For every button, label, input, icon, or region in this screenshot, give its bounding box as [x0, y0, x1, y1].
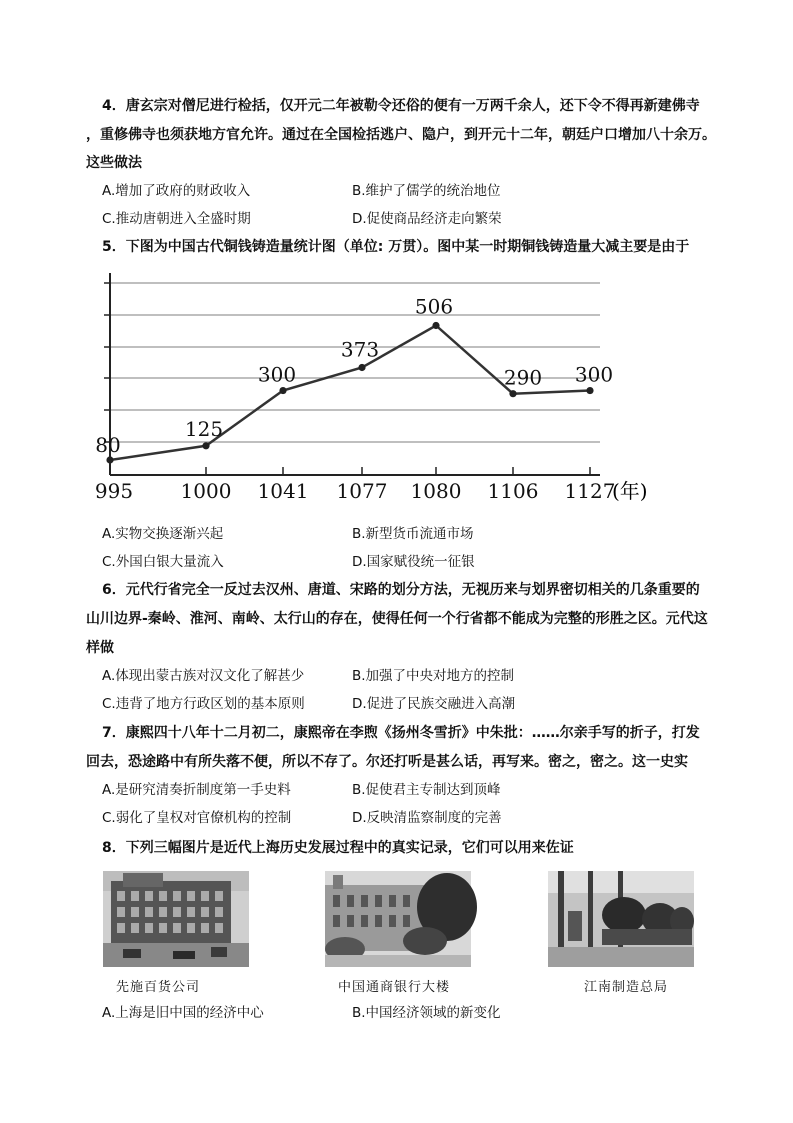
sincere-department-store-photo — [103, 871, 249, 967]
q7-stem-line2: 回去，恐途路中有所失落不便，所以不存了。尔还打听是甚么话，再写来。密之，密之。这一史实 — [86, 754, 688, 770]
data-label-1041: 300 — [257, 362, 297, 387]
q4-stem-line2: ，重修佛寺也须获地方官允许。通过在全国检括逃户、隐户，到开元十二年，朝廷户口增加八十余万。 — [86, 127, 716, 143]
caption-sincere-department-store: 先施百货公司 — [116, 980, 201, 995]
q6-stem-line1: 6．元代行省完全一反过去汉州、唐道、宋路的划分方法，无视历来与划界密切相关的几条重要的 — [102, 582, 700, 598]
q4-option-d: D.促使商品经济走向繁荣 — [352, 211, 502, 227]
x-tick-label-1106: 1106 — [487, 479, 539, 503]
x-tick-label-1041: 1041 — [257, 479, 309, 503]
q5-stem-line1: 5．下图为中国古代铜钱铸造量统计图（单位: 万贯）。图中某一时期铜钱铸造量大减主要是由于 — [102, 239, 690, 255]
chart-grid — [104, 283, 600, 442]
q5-option-a: A.实物交换逐渐兴起 — [102, 526, 224, 542]
q6-option-c: C.违背了地方行政区划的基本原则 — [102, 696, 305, 712]
jiangnan-arsenal-photo — [548, 871, 694, 967]
data-point-1077 — [358, 364, 365, 371]
data-label-1106: 290 — [503, 365, 543, 390]
q6-option-b: B.加强了中央对地方的控制 — [352, 668, 515, 684]
data-label-1080: 506 — [414, 294, 454, 319]
x-tick-label-1127: 1127 — [564, 479, 616, 503]
q7-option-c: C.弱化了皇权对官僚机构的控制 — [102, 810, 292, 826]
q5-option-c: C.外国白银大量流入 — [102, 554, 224, 570]
data-label-995: 80 — [95, 433, 121, 457]
q6-stem-line3: 样做 — [86, 640, 114, 656]
q6-option-a: A.体现出蒙古族对汉文化了解甚少 — [102, 668, 305, 684]
data-point-1106 — [509, 390, 516, 397]
q8-option-b: B.中国经济领域的新变化 — [352, 1005, 501, 1021]
commercial-bank-building-photo — [325, 871, 471, 967]
q8-stem-line1: 8．下列三幅图片是近代上海历史发展过程中的真实记录，它们可以用来佐证 — [102, 840, 574, 856]
q4-option-b: B.维护了儒学的统治地位 — [352, 183, 501, 199]
q4-option-a: A.增加了政府的财政收入 — [102, 183, 251, 199]
caption-jiangnan-arsenal: 江南制造总局 — [584, 980, 669, 995]
data-label-1000: 125 — [184, 416, 224, 441]
x-tick-label-995: 995 — [94, 479, 134, 503]
caption-commercial-bank-building: 中国通商银行大楼 — [338, 980, 451, 995]
data-point-995 — [106, 456, 113, 463]
x-tick-label-1077: 1077 — [336, 479, 388, 503]
q5-option-d: D.国家赋役统一征银 — [352, 554, 475, 570]
q5-option-b: B.新型货币流通市场 — [352, 526, 474, 542]
data-label-1077: 373 — [340, 337, 380, 362]
data-point-1127 — [586, 387, 593, 394]
q6-option-d: D.促进了民族交融进入高潮 — [352, 696, 516, 712]
q7-option-a: A.是研究清奏折制度第一手史料 — [102, 782, 291, 798]
data-point-1080 — [432, 322, 439, 329]
q7-option-d: D.反映清监察制度的完善 — [352, 810, 502, 826]
x-tick-label-1000: 1000 — [180, 479, 232, 503]
q4-stem-line1: 4．唐玄宗对僧尼进行检括，仅开元二年被勒令还俗的便有一万两千余人，还下令不得再新建佛寺 — [102, 98, 700, 114]
x-tick-label-1080: 1080 — [410, 479, 462, 503]
q7-stem-line1: 7．康熙四十八年十二月初二，康熙帝在李煦《扬州冬雪折》中朱批：……尔亲手写的折子，打发 — [102, 725, 700, 741]
data-point-1041 — [279, 387, 286, 394]
data-label-1127: 300 — [574, 362, 614, 387]
q4-option-c: C.推动唐朝进入全盛时期 — [102, 211, 251, 227]
x-axis-unit: (年) — [612, 479, 648, 503]
q4-stem-line3: 这些做法 — [86, 155, 142, 171]
q7-option-b: B.促使君主专制达到顶峰 — [352, 782, 501, 798]
q6-stem-line2: 山川边界-秦岭、淮河、南岭、太行山的存在，使得任何一个行省都不能成为完整的形胜之区。元代这 — [86, 611, 708, 627]
coin-minting-line-chart — [94, 265, 660, 510]
data-point-1000 — [202, 442, 209, 449]
q8-option-a: A.上海是旧中国的经济中心 — [102, 1005, 264, 1021]
